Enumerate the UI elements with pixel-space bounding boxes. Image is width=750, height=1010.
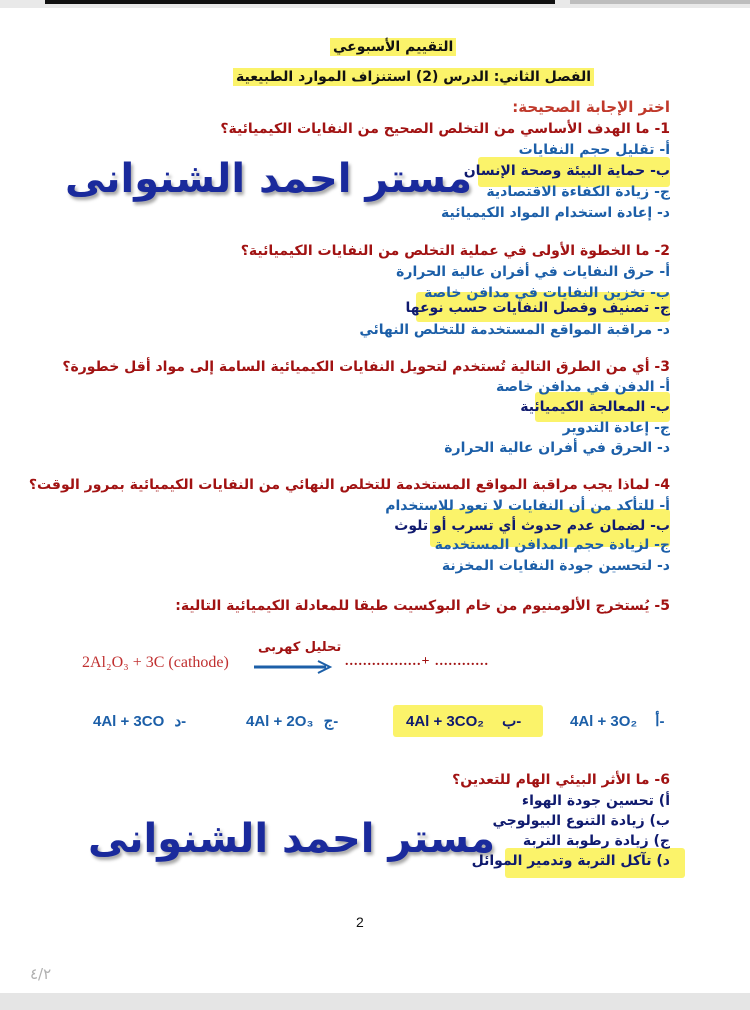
bottom-bar [0,993,750,1010]
q1-option-c[interactable]: ج- زيادة الكفاءة الاقتصادية [486,184,670,200]
equation-reactants: 2Al₂O₃ + 3C (cathode) [82,654,229,671]
instruction: اختر الإجابة الصحيحة: [512,98,670,116]
q5-option-c[interactable] [246,712,338,730]
question-3: 3- أي من الطرق التالية تُستخدم لتحويل النفايات الكيميائية السامة إلى مواد أقل خطورة؟ [62,359,670,375]
equation-arrow-label: تحليل كهربى [258,640,342,655]
q5-option-c-value: 4Al + 2O₃ [246,713,314,730]
q4-option-a[interactable]: أ- للتأكد من أن النفايات لا تعود للاستخدام [385,498,670,514]
top-bar-dark-strip [45,0,555,4]
q5-option-d[interactable] [93,712,186,730]
q3-option-c[interactable]: ج- إعادة التدوير [562,420,670,436]
q4-option-c[interactable]: ج- لزيادة حجم المدافن المستخدمة [434,537,670,553]
top-bar-gray-strip [570,0,750,4]
q5-option-a[interactable] [570,712,664,730]
q2-option-d[interactable]: د- مراقبة المواقع المستخدمة للتخلص النهائي [359,322,670,338]
q2-option-a[interactable]: أ- حرق النفايات في أفران عالية الحرارة [396,264,670,280]
q6-option-b[interactable]: ب) زيادة التنوع البيولوجي [492,813,670,829]
page-number: 2 [356,914,364,930]
question-5: 5- يُستخرج الألومنيوم من خام البوكسيت طبقا للمعادلة الكيميائية التالية: [175,598,670,614]
document-page [0,8,750,993]
q3-option-d[interactable]: د- الحرق في أفران عالية الحرارة [444,440,670,456]
equation-arrow-icon [254,660,336,674]
question-4: 4- لماذا يجب مراقبة المواقع المستخدمة للتخلص النهائي من النفايات الكيميائية بمرور الوقت؟ [28,477,670,493]
q5-option-d-label: د- [174,713,187,730]
top-bar [0,0,750,8]
q1-option-a[interactable]: أ- تقليل حجم النفايات [518,142,670,158]
lesson-subtitle: الفصل الثاني: الدرس (2) استنزاف الموارد الطبيعية [233,68,594,86]
watermark-bottom: مستر احمد الشنوانى [88,816,496,862]
q3-option-b[interactable]: ب- المعالجة الكيميائية [520,399,670,415]
q5-option-a-value: 4Al + 3O₂ [570,713,638,730]
q4-option-b[interactable]: ب- لضمان عدم حدوث أي تسرب أو تلوث [394,518,670,534]
q5-option-b-value: 4Al + 3CO₂ [406,713,484,730]
q2-option-b[interactable]: ب- تخزين النفايات في مدافن خاصة [424,285,670,301]
q5-option-b-label: ب- [502,713,522,730]
q4-option-d[interactable]: د- لتحسين جودة النفايات المخزنة [441,558,670,574]
question-6: 6- ما الأثر البيئي الهام للتعدين؟ [452,772,670,788]
q3-option-a[interactable]: أ- الدفن في مدافن خاصة [495,379,670,395]
q2-option-c[interactable]: ج- تصنيف وفصل النفايات حسب نوعها [405,300,670,316]
q5-option-a-label: أ- [655,713,665,730]
q5-option-b[interactable] [406,712,521,730]
q6-option-d[interactable]: د) تآكل التربة وتدمير الموائل [471,853,670,869]
q5-option-c-label: ج- [323,713,339,730]
equation-products-blank: .................+ ............ [345,654,489,669]
viewer-page-indicator: ٤/٢ [30,965,52,983]
q6-option-c[interactable]: ج) زيادة رطوبة التربة [522,833,670,849]
question-1: 1- ما الهدف الأساسي من التخلص الصحيح من النفايات الكيميائية؟ [220,121,670,137]
q1-option-b[interactable]: ب- حماية البيئة وصحة الإنسان [463,163,670,179]
question-2: 2- ما الخطوة الأولى في عملية التخلص من النفايات الكيميائية؟ [240,243,670,259]
q5-option-d-value: 4Al + 3CO [93,713,165,730]
q1-option-d[interactable]: د- إعادة استخدام المواد الكيميائية [440,205,670,221]
watermark-top: مستر احمد الشنوانى [65,156,473,202]
page-title: التقييم الأسبوعي [330,38,456,56]
q6-option-a[interactable]: أ) تحسين جودة الهواء [521,793,670,809]
